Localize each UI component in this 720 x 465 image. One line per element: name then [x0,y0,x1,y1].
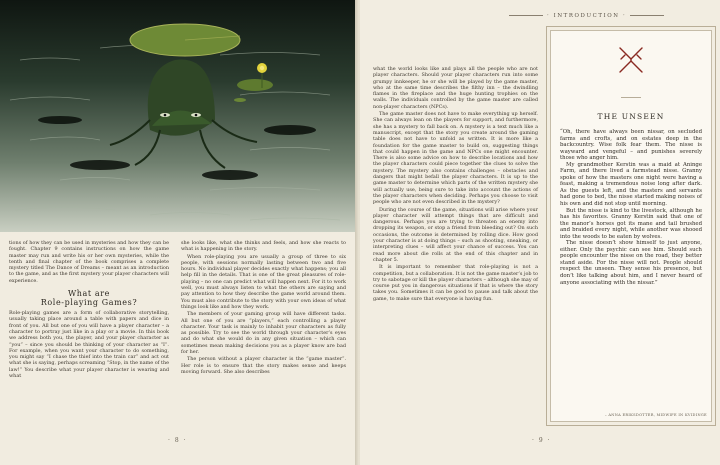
left-column-1 [9,240,169,380]
heading-line-1: What are [67,289,111,299]
sidebar-title: THE UNSEEN [597,112,665,121]
running-head: · INTRODUCTION · [505,13,668,19]
section-heading-what-are-rpgs [9,289,169,307]
col3-paragraph-3: During the course of the game, situations will arise where your player character will attempt things that are difficult and dangerous. Perhaps you are trying to threaten an enemy into dropping its weapon, or stop a friend from bleeding out? On such occasions, the outcome is determined by rolling dice. How good your character is at doing things – such as shooting, sneaking, or interpreting clues – will affect your chance of success. You can read more about die rolls at the end of this chapter and in chapter 5. [373,206,538,263]
col2-paragraph-3: The members of your gaming group will have different tasks. All but one of you are “players,” each controlling a player character. Your task is mainly to inhabit your characters as fully as possible. Try to see the world through your character’s eyes and do what she would do in any given situation – which can sometimes mean making decisions you as a player know are bad for her. [181,311,346,356]
left-page [0,0,357,465]
sidebar-paragraph-2: My grandmother Kerstin was a maid at Aninge Farm, and there lived a farmstead nisse. Granny spoke of how the masters one night were having a feast, making a tremendous noise long after dark. As the guests left, and the masters and servants had gone to bed, the nisse started making noises of his own and did not stop until morning. [560,161,702,208]
col3-paragraph-2: The game master does not have to make everything up herself. She can always lean on the players for support, and furthermore, she has a mystery to fall back on. A mystery is a text much like a manuscript, except that the story you create around the gaming table does not have to unfold as written. It is more like a foundation for the game master to build on, suggesting things that could happen in the game and NPCs one might encounter. There is also some advice on how to describe locations and how the player characters could piece together the clues to solve the mystery. The mystery also contains challenges – obstacles and dangers that might befall the player characters. It is up to the game master to determine which parts of the written mystery she will actually use, being sure to take into account the actions of the player characters when deciding. Perhaps you choose to visit people who are not even described in the mystery? [373,111,538,206]
heading-line-2: Role-playing Games? [40,298,138,308]
rune-sigil-icon [617,45,645,75]
right-column-1 [373,66,538,303]
col1-paragraph-1: tions of how they can be used in mysteries and how they can be fought. Chapter 9 contains instructions on how the game master may run and write his or her own mysteries, while the tenth and final chapter of the book comprises a complete mystery titled The Dance of Dreams – meant as an introduction to the game, and as the first mystery your player characters will experience. [9,240,169,284]
col3-paragraph-4: It is important to remember that role-playing is not a competition, but a collaboration. It is not the game master’s job to try to sabotage or kill the player characters – although she may of course put you in dangerous situations if that is where the story takes you. Sometimes it can be good to pause and talk about the game, to make sure that everyone is having fun. [373,264,538,302]
left-column-2 [181,240,346,376]
col1-paragraph-2: Role-playing games are a form of collaborative storytelling, usually taking place around a table with papers and dice in front of you. All but one of you will have a player character – a character to portray just like in a play or a movie. In this book we address both you, the player, and your player character as “you” – since you should be thinking of your character as “I”. For example, when you want your character to do something, you might say “I chase the thief into the train car” and act out what she is saying, perhaps screaming “Stop, in the name of the law!” You describe what your player character is wearing and what [9,310,170,380]
sidebar-attribution: – ANNA ERIKSDOTTER, MIDWIFE IN KVIDINGE [604,413,707,417]
sidebar-paragraph-1: “Oh, there have always been nissar, on secluded farms and crofts, and on estates deep in the backcountry. Wise folk fear them. The nisse is wayward and vengeful – and punishes severely those who anger him. [560,129,702,162]
sidebar-paragraph-3: But the nisse is kind to the livestock, although he has his favorites. Granny Kerstin said that one of the manor’s horses got its mane and tail brushed and braided every night, while another was shooed into the woods to be eaten by wolves. [560,207,702,240]
sidebar-the-unseen [550,30,712,422]
col2-paragraph-2: When role-playing you are usually a group of three to six people, with sessions normally lasting between two and five hours. No individual player decides exactly what happens; you all help fill in the details. That is one of the great pleasures of role-playing – no one can predict what will happen next. For it to work well, you must always listen to what the others are saying and pay attention to how they describe the game world around them. You must also contribute to the story with your own ideas of what things look like and how they work. [181,253,346,310]
sidebar-divider [621,97,641,98]
col3-paragraph-1: what the world looks like and plays all the people who are not player characters. Should your player characters run into some grumpy innkeeper, he or she will be played by the game master, who at the same time describes the filthy inn – the dwindling flames in the fireplace and the huge hunting trophies on the walls. The individuals controlled by the game master are called non-player characters (NPCs). [373,66,538,110]
right-page-number: · 9 · [532,437,551,444]
col2-paragraph-1: she looks like, what she thinks and feels, and how she reacts to what is happening in the story. [181,240,346,253]
sidebar-paragraph-4: The nisse doesn’t show himself to just anyone, either. Only the psychic can see him. Should such people encounter the nisse on the road, they better stand aside. For the nisse will not. People should respect the unseen. They sense his presence, but don’t like talking about him, and I never heard of anyone associating with the nissar.” [560,240,702,286]
col2-paragraph-4: The person without a player character is the “game master”. Her role is to ensure that the story makes sense and keeps moving forward. She also describes [181,356,346,375]
sidebar-body [560,129,702,286]
left-page-number: · 8 · [168,437,187,444]
lake-creature-illustration [0,0,357,232]
